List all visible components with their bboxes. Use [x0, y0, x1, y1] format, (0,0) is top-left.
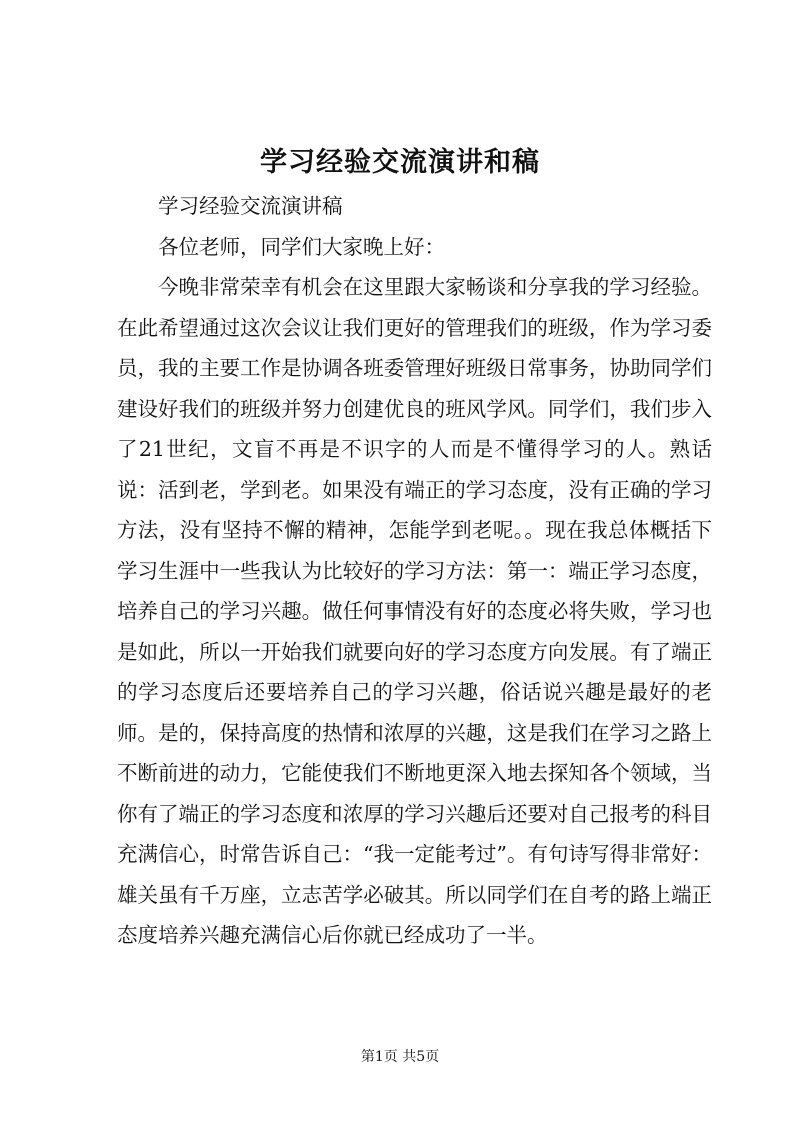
- greeting-paragraph: 各位老师，同学们大家晚上好：: [158, 234, 445, 259]
- subtitle-paragraph: 学习经验交流演讲稿: [158, 194, 343, 218]
- body-paragraph: 今晚非常荣幸有机会在这里跟大家畅谈和分享我的学习经验。在此希望通过这次会议让我们更好的管理我们的班级，作为学习委员，我的主要工作是协调各班委管理好班级日常事务，协助同学们建设好我们的班级并努力创建优良的班风学风。同学们，我们步入了21世纪，文盲不再是不识字的人而是不懂得学习的人。熟话说：活到老，学到老。如果没有端正的学习态度，没有正确的学习方法，没有坚持不懈的精神，怎能学到老呢。。现在我总体概括下学习生涯中一些我认为比较好的学习方法：第一：端正学习态度，培养自己的学习兴趣。做任何事情没有好的态度必将失败，学习也是如此，所以一开始我们就要向好的学习态度方向发展。有了端正的学习态度后还要培养自己的学习兴趣，俗话说兴趣是最好的老师。是的，保持高度的热情和浓厚的兴趣，这是我们在学习之路上不断前进的动力，它能使我们不断地更深入地去探知各个领域，当你有了端正的学习态度和浓厚的学习兴趣后还要对自己报考的科目充满信心，时常告诉自己：“我一定能考过”。有句诗写得非常好：雄关虽有千万座，立志苦学必破其。所以同学们在自考的路上端正态度培养兴趣充满信心后你就已经成功了一半。: [117, 275, 712, 947]
- page-indicator: 第1页 共5页: [360, 1049, 440, 1065]
- document-body: [117, 186, 712, 956]
- page-footer: [0, 1046, 800, 1066]
- document-title: 学习经验交流演讲和稿: [260, 147, 540, 178]
